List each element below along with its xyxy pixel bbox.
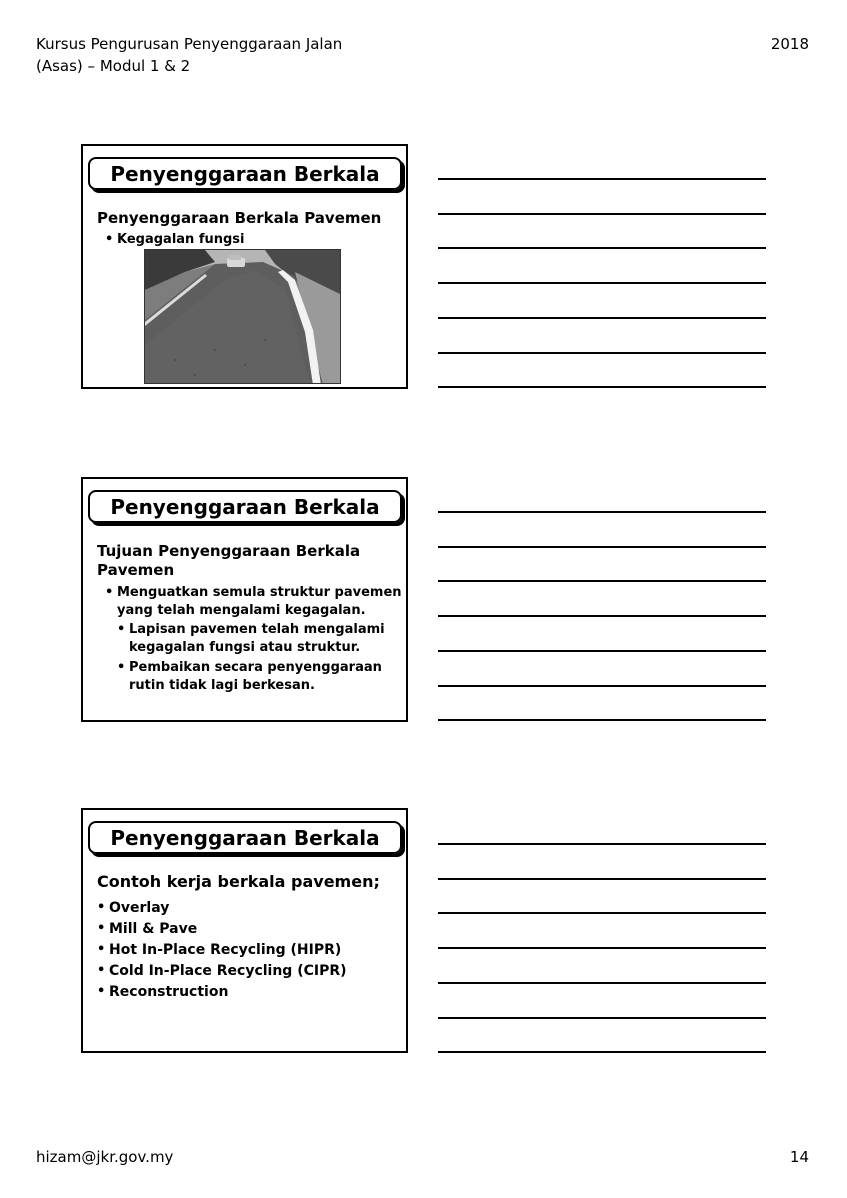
note-line [438,912,766,914]
note-line [438,317,766,319]
slide-1-title: Penyenggaraan Berkala [88,157,402,190]
slide-2 [81,477,408,722]
note-line [438,352,766,354]
slide-3-bullet-3: • Hot In-Place Recycling (HIPR) [97,941,341,959]
note-line [438,546,766,548]
note-line [438,580,766,582]
slide-2-sub-bullet-1-line2: kegagalan fungsi atau struktur. [129,640,361,655]
note-line [438,282,766,284]
note-line [438,982,766,984]
note-line [438,878,766,880]
course-title [36,33,356,77]
slide-1-bullet [105,231,245,249]
slide-2-bullet-1 [105,584,402,620]
course-title-line2: (Asas) – Modul 1 & 2 [36,57,191,75]
slide-3-bullet-2: • Mill & Pave [97,920,197,938]
slide-1-bullet-text: Kegagalan fungsi [117,232,245,247]
road-photo [144,249,341,384]
note-line [438,719,766,721]
note-line [438,685,766,687]
note-line [438,247,766,249]
slide-2-sub-bullet-2-line1: • Pembaikan secara penyenggaraan [129,660,382,675]
footer-email: hizam@jkr.gov.my [36,1148,174,1166]
slide-2-subtitle-line1: Tujuan Penyenggaraan Berkala [97,542,361,560]
note-line [438,843,766,845]
slide-1-subtitle: Penyenggaraan Berkala Pavemen [97,209,382,227]
note-line [438,511,766,513]
slide-3-bullet-4: • Cold In-Place Recycling (CIPR) [97,962,347,980]
note-line [438,213,766,215]
note-line [438,386,766,388]
slide-2-bullet-1-line1: • Menguatkan semula struktur pavemen [117,585,402,600]
road-photo-image [145,250,341,384]
slide-2-sub-bullet-1 [117,621,385,657]
slide-3-title: Penyenggaraan Berkala [88,821,402,854]
note-line [438,615,766,617]
slide-3-bullet-1: • Overlay [97,899,169,917]
slide-1 [81,144,408,389]
slide-2-sub-bullet-2-line2: rutin tidak lagi berkesan. [129,678,315,693]
note-line [438,1051,766,1053]
slide-3-subtitle: Contoh kerja berkala pavemen; [97,872,380,891]
note-line [438,1017,766,1019]
slide-3 [81,808,408,1053]
page-number: 14 [789,1148,809,1166]
slide-2-bullet-1-line2: yang telah mengalami kegagalan. [117,603,366,618]
course-title-line1: Kursus Pengurusan Penyenggaraan Jalan [36,35,343,53]
note-line [438,178,766,180]
slide-2-title: Penyenggaraan Berkala [88,490,402,523]
note-line [438,650,766,652]
slide-2-subtitle-line2: Pavemen [97,561,175,579]
slide-3-bullet-5: • Reconstruction [97,983,228,1001]
note-line [438,947,766,949]
header-year: 2018 [770,35,809,53]
slide-2-sub-bullet-2 [117,659,382,695]
slide-2-sub-bullet-1-line1: • Lapisan pavemen telah mengalami [129,622,385,637]
